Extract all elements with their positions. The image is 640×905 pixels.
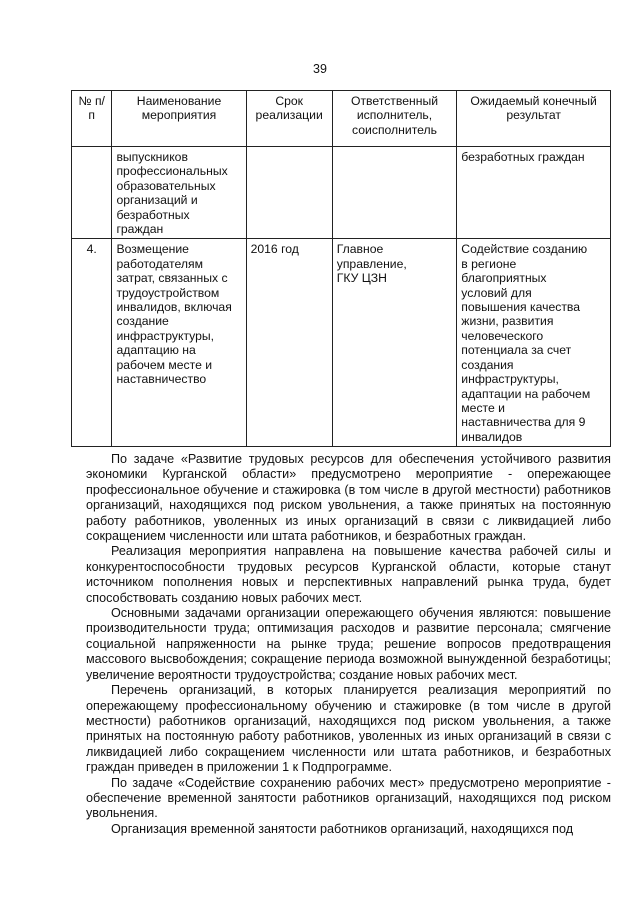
cell-expected-result <box>457 239 611 447</box>
cell-line: повышения качества <box>461 300 581 315</box>
cell-number: 4. <box>72 239 112 447</box>
cell-term <box>246 147 332 239</box>
cell-line: Содействие созданию <box>461 242 588 257</box>
cell-line: ГКУ ЦЗН <box>336 271 387 286</box>
page-number: 39 <box>313 62 327 76</box>
cell-line: рабочем месте и <box>116 357 213 372</box>
header-responsible: Ответственный исполнитель, соисполнитель <box>332 91 457 147</box>
table-row-4 <box>72 239 611 447</box>
cell-line: работодателям <box>116 256 203 271</box>
cell-line: граждан <box>116 222 164 237</box>
cell-measure-name <box>112 239 246 447</box>
cell-line: трудоустройством <box>116 285 220 300</box>
cell-line: выпускников <box>116 150 188 164</box>
cell-line: жизни, развития <box>461 314 554 329</box>
paragraph-temporary-employment: Организация временной занятости работников организаций, находящихся под <box>111 821 574 836</box>
paragraph-task-development: По задаче «Развитие трудовых ресурсов для обеспечения устойчивого развития экономики Курганской области» предусмотрено мероприятие - опережающее профессиональное обучение и стажировка (в том числе в другой местности) работников организаций, находящихся под риском увольнения, а также принятых на постоянную работу работников, уволенных из иных организаций в связи с ликвидацией либо сокращением численности или штата работников, и безработных граждан. <box>86 452 611 544</box>
cell-line: создание <box>116 314 169 329</box>
cell-responsible <box>332 147 457 239</box>
cell-line: адаптации на рабочем <box>461 386 591 401</box>
cell-line: образовательных <box>116 178 216 193</box>
cell-line: инфраструктуры, <box>116 328 215 343</box>
cell-line: инфраструктуры, <box>461 372 559 387</box>
paragraph-task-job-retention: По задаче «Содействие сохранению рабочих мест» предусмотрено мероприятие - обеспечение временной занятости работников организаций, находящихся под риском увольнения. <box>86 775 611 821</box>
body-text <box>86 452 611 837</box>
cell-line: условий для <box>461 285 532 300</box>
cell-line: безработных граждан <box>461 150 585 164</box>
cell-line: профессиональных <box>116 164 228 179</box>
header-term: Срок реализации <box>246 91 332 147</box>
cell-line: создания <box>461 357 514 372</box>
header-expected-result: Ожидаемый конечный результат <box>457 91 611 147</box>
paragraph-implementation: Реализация мероприятия направлена на повышение качества рабочей силы и конкурентоспособности трудовых ресурсов Курганской области, которые станут источником пополнения новых и перспективных направлений рынка труда, будет способствовать созданию новых рабочих мест. <box>86 544 611 605</box>
cell-line: наставничества для 9 <box>461 415 586 430</box>
table-row-continued <box>72 147 611 239</box>
cell-line: Главное <box>336 242 384 257</box>
cell-line: месте и <box>461 400 505 415</box>
cell-line: наставничество <box>116 372 207 387</box>
cell-responsible <box>332 239 457 447</box>
cell-line: организаций и <box>116 193 198 208</box>
measures-table <box>71 90 611 447</box>
cell-expected-result <box>457 147 611 239</box>
cell-line: затрат, связанных с <box>116 271 228 286</box>
cell-measure-name <box>112 147 246 239</box>
paragraph-main-tasks: Основными задачами организации опережающего обучения являются: повышение производительности труда; оптимизация расходов и развитие персонала; смягчение социальной напряженности на рынке труда; решение вопросов предотвращения массового высвобождения; сокращение периода возможной вынужденной безработицы; увеличение вероятности трудоустройства; создание новых рабочих мест. <box>86 606 611 682</box>
cell-term: 2016 год <box>246 239 332 447</box>
cell-line: управление, <box>336 256 407 271</box>
cell-line: безработных <box>116 207 190 222</box>
cell-line: инвалидов <box>461 429 523 444</box>
cell-line: инвалидов, включая <box>116 300 232 315</box>
cell-line: Возмещение <box>116 242 189 257</box>
cell-number <box>72 147 112 239</box>
paragraph-organizations-list: Перечень организаций, в которых планируется реализация мероприятий по опережающему профессиональному обучению и стажировке (в том числе в другой местности) работников организаций, находящихся под риском увольнения, а также принятых на постоянную работу работников, уволенных из иных организаций в связи с ликвидацией либо сокращением численности или штата работников, и безработных граждан приведен в приложении 1 к Подпрограмме. <box>86 683 611 775</box>
cell-line: адаптацию на <box>116 343 196 358</box>
header-measure-name: Наименование мероприятия <box>112 91 246 147</box>
cell-line: потенциала за счет <box>461 343 572 358</box>
cell-line: благоприятных <box>461 271 547 286</box>
cell-line: в регионе <box>461 256 517 271</box>
cell-line: человеческого <box>461 328 544 343</box>
header-number: № п/п <box>72 91 112 147</box>
table-header-row <box>72 91 611 147</box>
